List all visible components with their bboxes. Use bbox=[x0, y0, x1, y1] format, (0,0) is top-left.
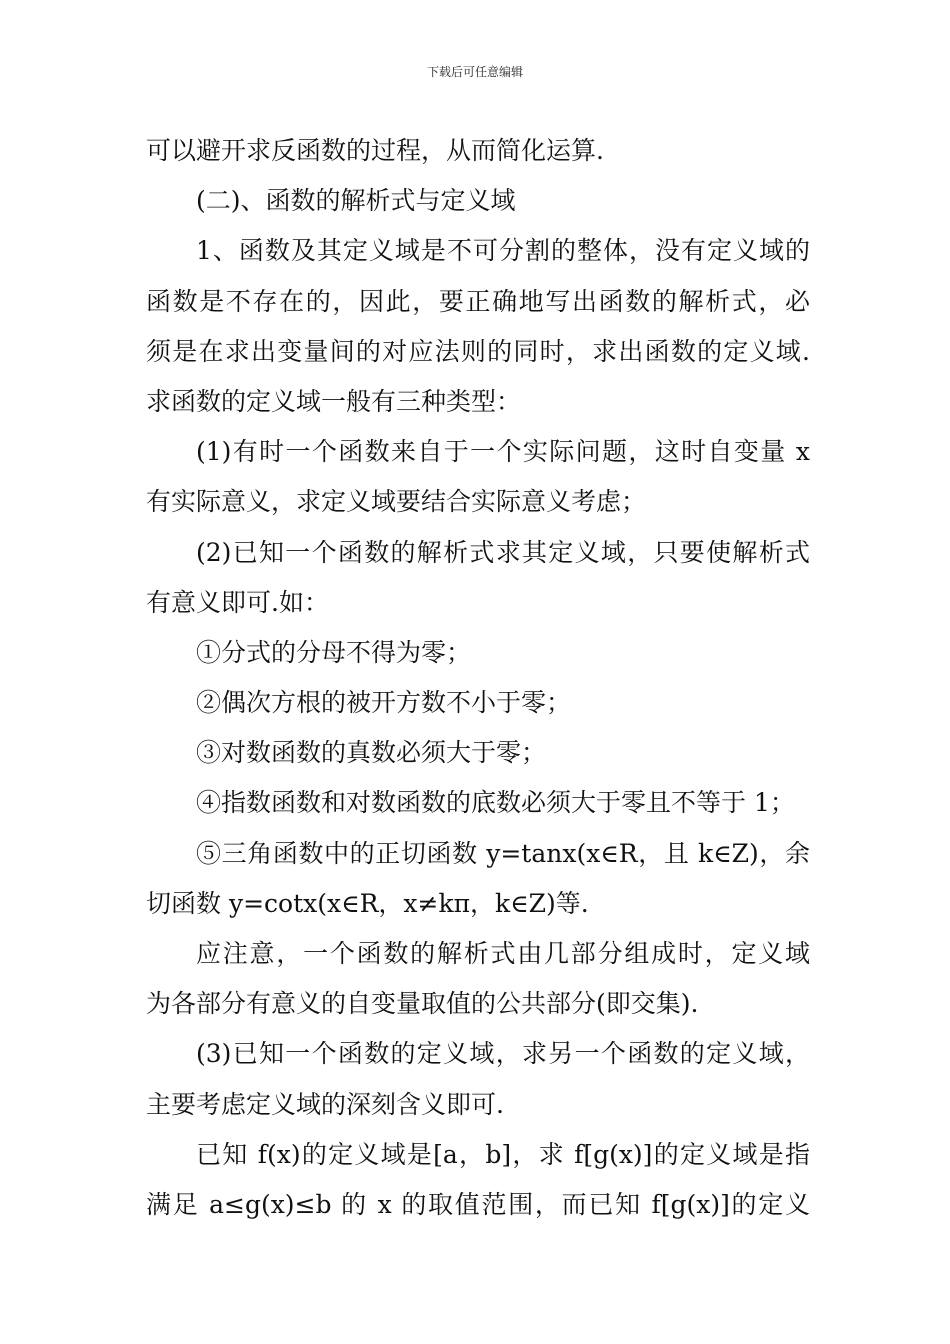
text-line: 有实际意义，求定义域要结合实际意义考虑； bbox=[146, 487, 647, 517]
text-line: 已知 f(x)的定义域是[a，b]，求 f[g(x)]的定义域是指 bbox=[196, 1139, 810, 1169]
text-line: 函数是不存在的，因此，要正确地写出函数的解析式，必 bbox=[146, 286, 810, 316]
text-line: (3)已知一个函数的定义域，求另一个函数的定义域， bbox=[196, 1039, 810, 1069]
text-line: 须是在求出变量间的对应法则的同时，求出函数的定义域. bbox=[146, 336, 810, 366]
text-line: 应注意，一个函数的解析式由几部分组成时，定义域 bbox=[196, 939, 810, 968]
text-line: (1)有时一个函数来自于一个实际问题，这时自变量 x bbox=[196, 437, 810, 467]
document-body bbox=[146, 126, 810, 1230]
list-item: ⑤三角函数中的正切函数 y=tanx(x∈R，且 k∈Z)，余 bbox=[196, 838, 810, 868]
text-line: 有意义即可.如： bbox=[146, 587, 329, 617]
text-line: 1、函数及其定义域是不可分割的整体，没有定义域的 bbox=[196, 236, 810, 266]
list-item: ③对数函数的真数必须大于零； bbox=[196, 738, 547, 768]
text-line: (2)已知一个函数的解析式求其定义域，只要使解析式 bbox=[196, 537, 810, 567]
page-header-note: 下载后可任意编辑 bbox=[426, 65, 523, 79]
text-line: 切函数 y=cotx(x∈R，x≠kπ，k∈Z)等. bbox=[146, 888, 589, 918]
text-line: 求函数的定义域一般有三种类型： bbox=[146, 386, 522, 416]
text-line: 可以避开求反函数的过程，从而简化运算. bbox=[146, 136, 604, 165]
list-item: ②偶次方根的被开方数不小于零； bbox=[196, 688, 572, 718]
section-heading: (二)、函数的解析式与定义域 bbox=[196, 186, 516, 216]
text-line: 主要考虑定义域的深刻含义即可. bbox=[146, 1089, 504, 1119]
list-item: ①分式的分母不得为零； bbox=[196, 637, 472, 667]
list-item: ④指数函数和对数函数的底数必须大于零且不等于 1； bbox=[196, 788, 795, 818]
text-line: 为各部分有意义的自变量取值的公共部分(即交集). bbox=[146, 989, 699, 1019]
text-line: 满足 a≤g(x)≤b 的 x 的取值范围，而已知 f[g(x)]的定义 bbox=[146, 1189, 810, 1219]
